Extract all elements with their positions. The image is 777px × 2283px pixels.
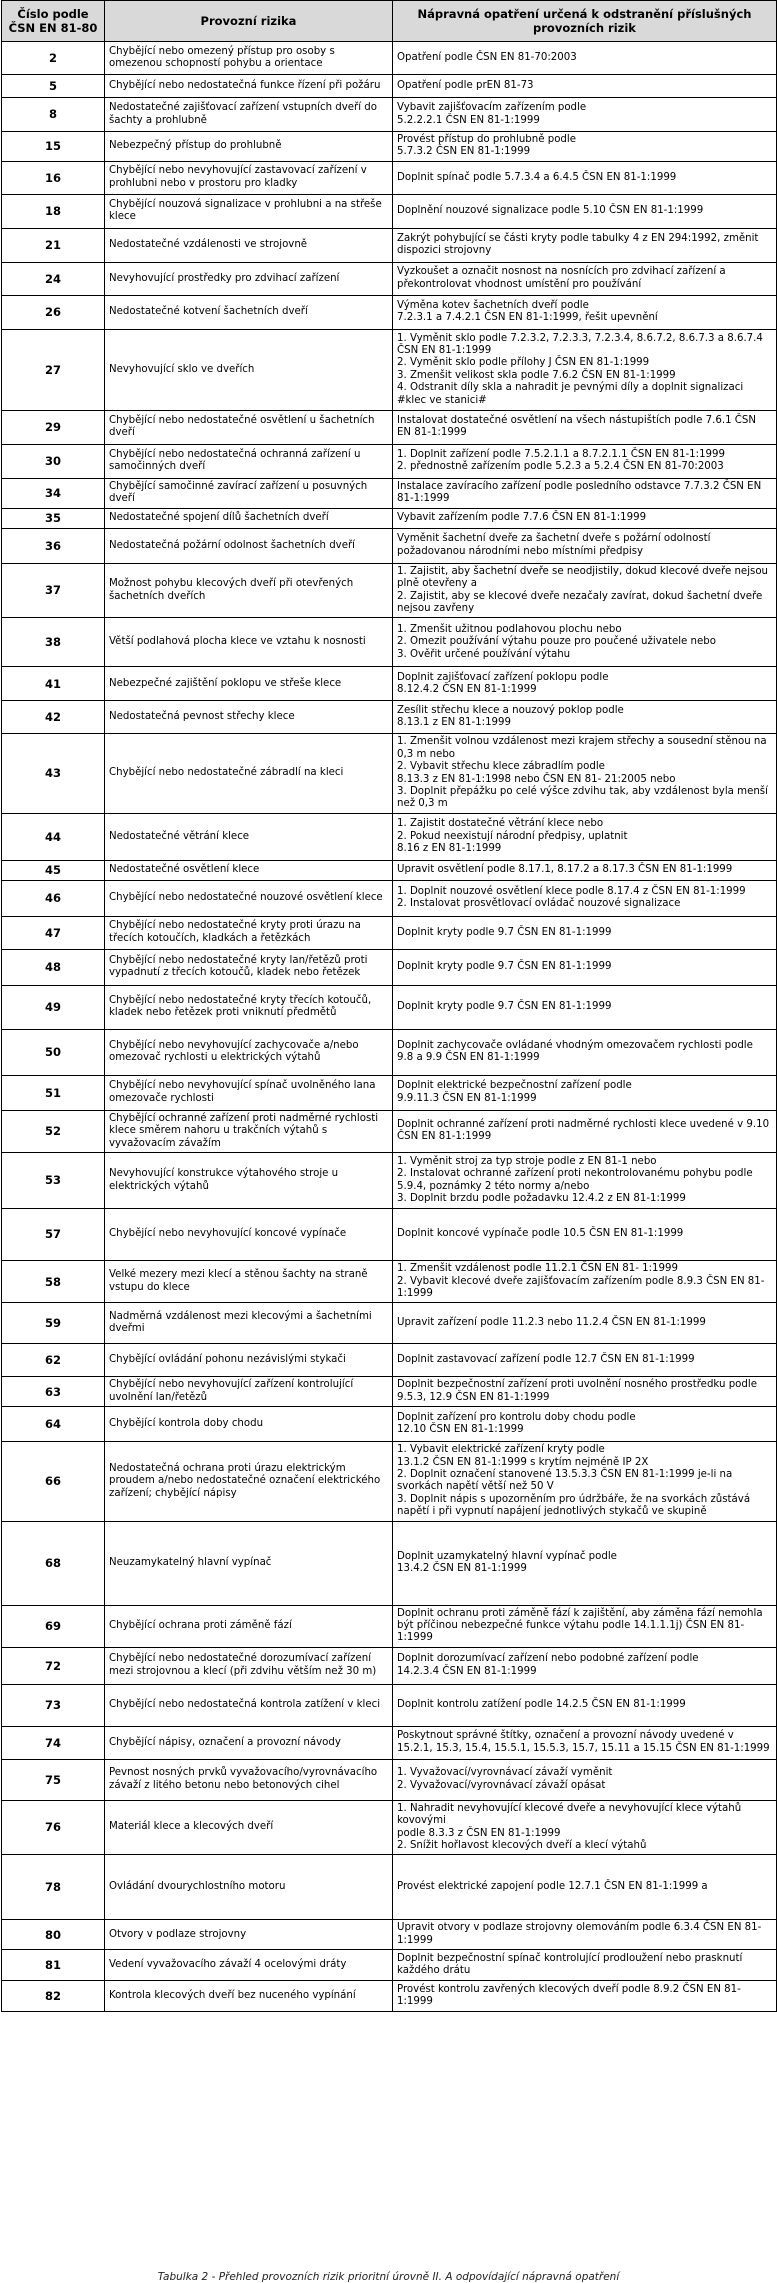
row-number: 57 (2, 1209, 105, 1261)
row-number: 68 (2, 1521, 105, 1605)
row-measure: 1. Zmenšit volnou vzdálenost mezi krajem střechy a sousední stěnou na 0,3 m nebo 2. Vybavit střechu klece zábradlím podle 8.13.3 z EN 81-1:1998 nebo ČSN EN 81- 21:2005 nebo 3. Doplnit přepážku po celé výšce zdvihu tak, aby vzdálenost byla menší než 0,3 m (393, 734, 777, 813)
row-number: 5 (2, 75, 105, 98)
row-measure: 1. Doplnit zařízení podle 7.5.2.1.1 a 8.7.2.1.1 ČSN EN 81-1:1999 2. přednostně zařízením podle 5.2.3 a 5.2.4 ČSN EN 81-70:2003 (393, 444, 777, 478)
table-row (2, 194, 777, 228)
row-risk: Chybějící nebo nevyhovující koncové vypínače (105, 1209, 393, 1261)
row-measure: Provést elektrické zapojení podle 12.7.1 ČSN EN 81-1:1999 a (393, 1855, 777, 1920)
row-risk: Kontrola klecových dveří bez nuceného vypínání (105, 1981, 393, 2012)
row-measure: Doplnit kryty podle 9.7 ČSN EN 81-1:1999 (393, 916, 777, 949)
row-number: 2 (2, 42, 105, 75)
table-row (2, 985, 777, 1029)
table-row (2, 295, 777, 329)
row-number: 58 (2, 1261, 105, 1303)
row-risk: Chybějící nebo omezený přístup pro osoby s omezenou schopností pohybu a orientace (105, 42, 393, 75)
table-row (2, 98, 777, 132)
row-risk: Chybějící nebo nedostatečné kryty lan/řetězů proti vypadnutí z třecích kotoučů, kladek nebo řetězek (105, 949, 393, 985)
row-measure: Výměna kotev šachetních dveří podle 7.2.3.1 a 7.4.2.1 ČSN EN 81-1:1999, řešit upevnění (393, 295, 777, 329)
row-risk: Nedostatečné zajišťovací zařízení vstupních dveří do šachty a prohlubně (105, 98, 393, 132)
row-number: 43 (2, 734, 105, 813)
table-row (2, 410, 777, 444)
row-number: 34 (2, 478, 105, 508)
row-risk: Nedostatečná ochrana proti úrazu elektrickým proudem a/nebo nedostatečné označení elektrického zařízení; chybějící nápisy (105, 1442, 393, 1521)
table-body (2, 42, 777, 2012)
table-row (2, 949, 777, 985)
row-number: 81 (2, 1950, 105, 1981)
row-number: 53 (2, 1153, 105, 1209)
row-number: 52 (2, 1110, 105, 1152)
table-row (2, 1344, 777, 1377)
row-risk: Nedostatečná požární odolnost šachetních dveří (105, 528, 393, 563)
row-number: 69 (2, 1605, 105, 1647)
row-measure: Doplnit zastavovací zařízení podle 12.7 ČSN EN 81-1:1999 (393, 1344, 777, 1377)
row-risk: Chybějící nebo nevyhovující spínač uvolněného lana omezovače rychlosti (105, 1075, 393, 1110)
row-measure: 1. Nahradit nevyhovující klecové dveře a nevyhovující klece výtahů kovovými podle 8.3.3 z ČSN EN 81-1:1999 2. Snížit hořlavost klecových dveří a klecí výtahů (393, 1800, 777, 1855)
row-measure: Doplnit ochranné zařízení proti nadměrné rychlosti klece uvedené v 9.10 ČSN EN 81-1:1999 (393, 1110, 777, 1152)
table-caption: Tabulka 2 - Přehled provozních rizik prioritní úrovně II. A odpovídající nápravná opatření (157, 2271, 620, 2283)
row-risk: Chybějící ochrana proti záměně fází (105, 1605, 393, 1647)
row-measure: 1. Zajistit dostatečné větrání klece nebo 2. Pokud neexistují národní předpisy, uplatnit 8.16 z EN 81-1:1999 (393, 813, 777, 860)
row-risk: Chybějící nebo nedostatečné kryty proti úrazu na třecích kotoučích, kladkách a řetězkách (105, 916, 393, 949)
row-measure: Instalovat dostatečné osvětlení na všech nástupištích podle 7.6.1 ČSN EN 81-1:1999 (393, 410, 777, 444)
row-risk: Nevyhovující sklo ve dveřích (105, 329, 393, 410)
row-risk: Chybějící nebo nevyhovující zachycovače a/nebo omezovač rychlosti u elektrických výtahů (105, 1029, 393, 1075)
table-row (2, 1075, 777, 1110)
row-risk: Chybějící nebo nevyhovující zařízení kontrolující uvolnění lan/řetězů (105, 1377, 393, 1407)
row-risk: Nedostatečné spojení dílů šachetních dveří (105, 508, 393, 528)
row-measure: Vybavit zajišťovacím zařízením podle 5.2.2.2.1 ČSN EN 81-1:1999 (393, 98, 777, 132)
table-row (2, 1920, 777, 1950)
row-measure: Doplnit uzamykatelný hlavní vypínač podle 13.4.2 ČSN EN 81-1:1999 (393, 1521, 777, 1605)
row-risk: Chybějící nebo nedostatečné nouzové osvětlení klece (105, 880, 393, 916)
row-number: 15 (2, 132, 105, 162)
row-measure: Poskytnout správné štítky, označení a provozní návody uvedené v 15.2.1, 15.3, 15.4, 15.5.1, 15.5.3, 15.7, 15.11 a 15.15 ČSN EN 81-1:1999 (393, 1726, 777, 1759)
row-risk: Chybějící nebo nedostatečné osvětlení u šachetních dveří (105, 410, 393, 444)
row-number: 82 (2, 1981, 105, 2012)
row-risk: Chybějící nápisy, označení a provozní návody (105, 1726, 393, 1759)
table-row (2, 1684, 777, 1726)
header-standard-number: Číslo podle ČSN EN 81-80 (2, 1, 105, 42)
row-measure: Doplnit koncové vypínače podle 10.5 ČSN EN 81-1:1999 (393, 1209, 777, 1261)
row-risk: Chybějící nebo nedostatečná ochranná zařízení u samočinných dveří (105, 444, 393, 478)
row-measure: Doplnit zajišťovací zařízení poklopu podle 8.12.4.2 ČSN EN 81-1:1999 (393, 667, 777, 701)
table-row (2, 734, 777, 813)
row-risk: Chybějící nebo nedostatečné zábradlí na kleci (105, 734, 393, 813)
row-number: 27 (2, 329, 105, 410)
row-risk: Chybějící nebo nedostatečná funkce řízení při požáru (105, 75, 393, 98)
table-row (2, 860, 777, 880)
header-operational-risks: Provozní rizika (105, 1, 393, 42)
table-row (2, 916, 777, 949)
row-number: 21 (2, 228, 105, 262)
row-risk: Materiál klece a klecových dveří (105, 1800, 393, 1855)
row-measure: 1. Zmenšit užitnou podlahovou plochu nebo 2. Omezit používání výtahu pouze pro poučené uživatele nebo 3. Ověřit určené používání výtahu (393, 618, 777, 667)
row-risk: Ovládání dvourychlostního motoru (105, 1855, 393, 1920)
row-measure: Doplnit dorozumívací zařízení nebo podobné zařízení podle 14.2.3.4 ČSN EN 81-1:1999 (393, 1647, 777, 1684)
table-row (2, 1759, 777, 1800)
row-number: 37 (2, 563, 105, 618)
row-risk: Nedostatečné osvětlení klece (105, 860, 393, 880)
table-row (2, 563, 777, 618)
table-row (2, 42, 777, 75)
table-row (2, 1521, 777, 1605)
table-row (2, 528, 777, 563)
table-row (2, 508, 777, 528)
row-risk: Nedostatečné větrání klece (105, 813, 393, 860)
row-risk: Chybějící nebo nedostatečné kryty třecích kotoučů, kladek nebo řetězek proti vniknutí předmětů (105, 985, 393, 1029)
row-number: 72 (2, 1647, 105, 1684)
row-measure: Doplnit bezpečnostní zařízení proti uvolnění nosného prostředku podle 9.5.3, 12.9 ČSN EN 81-1:1999 (393, 1377, 777, 1407)
row-risk: Velké mezery mezi klecí a stěnou šachty na straně vstupu do klece (105, 1261, 393, 1303)
risk-table-container (1, 0, 776, 2012)
table-row (2, 1261, 777, 1303)
row-measure: Doplnit kryty podle 9.7 ČSN EN 81-1:1999 (393, 949, 777, 985)
table-row (2, 1800, 777, 1855)
row-number: 74 (2, 1726, 105, 1759)
row-number: 35 (2, 508, 105, 528)
row-measure: 1. Vybavit elektrické zařízení kryty podle 13.1.2 ČSN EN 81-1:1999 s krytím nejméně IP 2X 2. Doplnit označení stanovené 13.5.3.3 ČSN EN 81-1:1999 je-li na svorkách napětí větší než 50 V 3. Doplnit nápis s upozorněním pro údržbáře, že na svorkách zůstává napětí i při vypnutí napájení jednotlivých stykačů ve skupině (393, 1442, 777, 1521)
row-measure: 1. Vyměnit sklo podle 7.2.3.2, 7.2.3.3, 7.2.3.4, 8.6.7.2, 8.6.7.3 a 8.6.7.4 ČSN EN 81-1:1999 2. Vyměnit sklo podle přílohy J ČSN EN 81-1:1999 3. Zmenšit velikost skla podle 7.6.2 ČSN EN 81-1:1999 4. Odstranit díly skla a nahradit je pevnými díly a doplnit signalizaci #klec ve stanici# (393, 329, 777, 410)
table-row (2, 1377, 777, 1407)
table-row (2, 618, 777, 667)
row-number: 49 (2, 985, 105, 1029)
row-number: 42 (2, 701, 105, 734)
table-row (2, 1605, 777, 1647)
row-measure: Vyzkoušet a označit nosnost na nosnících pro zdvihací zařízení a překontrolovat vhodnost umístění pro používání (393, 262, 777, 295)
row-measure: 1. Vyvažovací/vyrovnávací závaží vyměnit 2. Vyvažovací/vyrovnávací závaží opásat (393, 1759, 777, 1800)
row-measure: Doplnit zachycovače ovládané vhodným omezovačem rychlosti podle 9.8 a 9.9 ČSN EN 81-1:1999 (393, 1029, 777, 1075)
row-risk: Nadměrná vzdálenost mezi klecovými a šachetními dveřmi (105, 1303, 393, 1344)
table-row (2, 329, 777, 410)
table-row (2, 1407, 777, 1442)
row-risk: Nevyhovující prostředky pro zdvihací zařízení (105, 262, 393, 295)
table-header-row (2, 1, 777, 42)
row-measure: Doplnění nouzové signalizace podle 5.10 ČSN EN 81-1:1999 (393, 194, 777, 228)
table-row (2, 701, 777, 734)
row-risk: Chybějící nouzová signalizace v prohlubni a na střeše klece (105, 194, 393, 228)
row-number: 26 (2, 295, 105, 329)
table-row (2, 1950, 777, 1981)
row-number: 30 (2, 444, 105, 478)
table-row (2, 1981, 777, 2012)
row-measure: Doplnit spínač podle 5.7.3.4 a 6.4.5 ČSN EN 81-1:1999 (393, 161, 777, 194)
row-measure: Doplnit ochranu proti záměně fází k zajištění, aby záměna fází nemohla být příčinou nebezpečné funkce výtahu podle 14.1.1.1j) ČSN EN 81-1:1999 (393, 1605, 777, 1647)
row-measure: 1. Zajistit, aby šachetní dveře se neodjistily, dokud klecové dveře nejsou plně otevřeny a 2. Zajistit, aby se klecové dveře nezačaly zavírat, dokud šachetní dveře nejsou zavřeny (393, 563, 777, 618)
row-measure: Vybavit zařízením podle 7.7.6 ČSN EN 81-1:1999 (393, 508, 777, 528)
row-measure: Vyměnit šachetní dveře za šachetní dveře s požární odolností požadovanou národními nebo místními předpisy (393, 528, 777, 563)
row-risk: Neuzamykatelný hlavní vypínač (105, 1521, 393, 1605)
row-number: 44 (2, 813, 105, 860)
row-number: 48 (2, 949, 105, 985)
row-measure: Upravit osvětlení podle 8.17.1, 8.17.2 a 8.17.3 ČSN EN 81-1:1999 (393, 860, 777, 880)
row-number: 24 (2, 262, 105, 295)
row-risk: Pevnost nosných prvků vyvažovacího/vyrovnávacího závaží z litého betonu nebo betonových cihel (105, 1759, 393, 1800)
row-number: 29 (2, 410, 105, 444)
table-row (2, 161, 777, 194)
table-row (2, 478, 777, 508)
row-measure: Doplnit zařízení pro kontrolu doby chodu podle 12.10 ČSN EN 81-1:1999 (393, 1407, 777, 1442)
row-number: 66 (2, 1442, 105, 1521)
row-measure: 1. Vyměnit stroj za typ stroje podle z EN 81-1 nebo 2. Instalovat ochranné zařízení proti nekontrolovanému pohybu podle 5.9.4, poznámky 2 této normy a/nebo 3. Doplnit brzdu podle požadavku 12.4.2 z EN 81-1:1999 (393, 1153, 777, 1209)
row-risk: Chybějící nebo nedostatečná kontrola zatížení v kleci (105, 1684, 393, 1726)
row-risk: Nebezpečný přístup do prohlubně (105, 132, 393, 162)
row-number: 46 (2, 880, 105, 916)
row-risk: Otvory v podlaze strojovny (105, 1920, 393, 1950)
row-risk: Nedostatečné kotvení šachetních dveří (105, 295, 393, 329)
row-risk: Chybějící nebo nedostatečné dorozumívací zařízení mezi strojovnou a klecí (při zdvihu větším než 30 m) (105, 1647, 393, 1684)
table-row (2, 75, 777, 98)
row-risk: Větší podlahová plocha klece ve vztahu k nosnosti (105, 618, 393, 667)
table-row (2, 1110, 777, 1152)
table-row (2, 1029, 777, 1075)
table-row (2, 262, 777, 295)
table-row (2, 1726, 777, 1759)
row-number: 64 (2, 1407, 105, 1442)
row-measure: Opatření podle ČSN EN 81-70:2003 (393, 42, 777, 75)
row-risk: Nebezpečné zajištění poklopu ve střeše klece (105, 667, 393, 701)
row-measure: Doplnit kontrolu zatížení podle 14.2.5 ČSN EN 81-1:1999 (393, 1684, 777, 1726)
table-row (2, 228, 777, 262)
row-risk: Chybějící nebo nevyhovující zastavovací zařízení v prohlubni nebo v prostoru pro kladky (105, 161, 393, 194)
row-measure: Upravit zařízení podle 11.2.3 nebo 11.2.4 ČSN EN 81-1:1999 (393, 1303, 777, 1344)
row-measure: Doplnit elektrické bezpečnostní zařízení podle 9.9.11.3 ČSN EN 81-1:1999 (393, 1075, 777, 1110)
row-number: 59 (2, 1303, 105, 1344)
row-measure: 1. Zmenšit vzdálenost podle 11.2.1 ČSN EN 81- 1:1999 2. Vybavit klecové dveře zajišťovacím zařízením podle 8.9.3 ČSN EN 81-1:1999 (393, 1261, 777, 1303)
row-measure: Zakrýt pohybující se části kryty podle tabulky 4 z EN 294:1992, změnit dispozici strojovny (393, 228, 777, 262)
row-number: 16 (2, 161, 105, 194)
table-row (2, 880, 777, 916)
row-risk: Chybějící kontrola doby chodu (105, 1407, 393, 1442)
risk-table (1, 0, 777, 2012)
row-number: 38 (2, 618, 105, 667)
row-number: 45 (2, 860, 105, 880)
row-risk: Chybějící ochranné zařízení proti nadměrné rychlosti klece směrem nahoru u trakčních výtahů s vyvažovacím závažím (105, 1110, 393, 1152)
row-measure: 1. Doplnit nouzové osvětlení klece podle 8.17.4 z ČSN EN 81-1:1999 2. Instalovat prosvětlovací ovládač nouzové signalizace (393, 880, 777, 916)
row-number: 47 (2, 916, 105, 949)
row-measure: Opatření podle prEN 81-73 (393, 75, 777, 98)
row-number: 75 (2, 1759, 105, 1800)
table-row (2, 1855, 777, 1920)
table-row (2, 1209, 777, 1261)
row-risk: Vedení vyvažovacího závaží 4 ocelovými dráty (105, 1950, 393, 1981)
table-row (2, 132, 777, 162)
row-number: 18 (2, 194, 105, 228)
row-number: 41 (2, 667, 105, 701)
row-measure: Upravit otvory v podlaze strojovny olemováním podle 6.3.4 ČSN EN 81-1:1999 (393, 1920, 777, 1950)
table-row (2, 1442, 777, 1521)
table-row (2, 667, 777, 701)
table-row (2, 444, 777, 478)
row-number: 63 (2, 1377, 105, 1407)
row-measure: Zesílit střechu klece a nouzový poklop podle 8.13.1 z EN 81-1:1999 (393, 701, 777, 734)
row-number: 50 (2, 1029, 105, 1075)
row-number: 76 (2, 1800, 105, 1855)
table-row (2, 1303, 777, 1344)
table-row (2, 813, 777, 860)
header-corrective-measures: Nápravná opatření určená k odstranění příslušných provozních rizik (393, 1, 777, 42)
table-row (2, 1153, 777, 1209)
table-row (2, 1647, 777, 1684)
row-number: 36 (2, 528, 105, 563)
row-risk: Možnost pohybu klecových dveří při otevřených šachetních dveřích (105, 563, 393, 618)
row-measure: Provést kontrolu zavřených klecových dveří podle 8.9.2 ČSN EN 81-1:1999 (393, 1981, 777, 2012)
row-measure: Provést přístup do prohlubně podle 5.7.3.2 ČSN EN 81-1:1999 (393, 132, 777, 162)
row-measure: Instalace zavíracího zařízení podle posledního odstavce 7.7.3.2 ČSN EN 81-1:1999 (393, 478, 777, 508)
row-risk: Nedostatečné vzdálenosti ve strojovně (105, 228, 393, 262)
row-number: 51 (2, 1075, 105, 1110)
row-risk: Chybějící ovládání pohonu nezávislými stykači (105, 1344, 393, 1377)
row-number: 73 (2, 1684, 105, 1726)
row-number: 62 (2, 1344, 105, 1377)
row-risk: Nedostatečná pevnost střechy klece (105, 701, 393, 734)
row-risk: Chybějící samočinné zavírací zařízení u posuvných dveří (105, 478, 393, 508)
row-number: 8 (2, 98, 105, 132)
row-measure: Doplnit kryty podle 9.7 ČSN EN 81-1:1999 (393, 985, 777, 1029)
row-number: 78 (2, 1855, 105, 1920)
row-risk: Nevyhovující konstrukce výtahového stroje u elektrických výtahů (105, 1153, 393, 1209)
row-number: 80 (2, 1920, 105, 1950)
row-measure: Doplnit bezpečnostní spínač kontrolující prodloužení nebo prasknutí každého drátu (393, 1950, 777, 1981)
